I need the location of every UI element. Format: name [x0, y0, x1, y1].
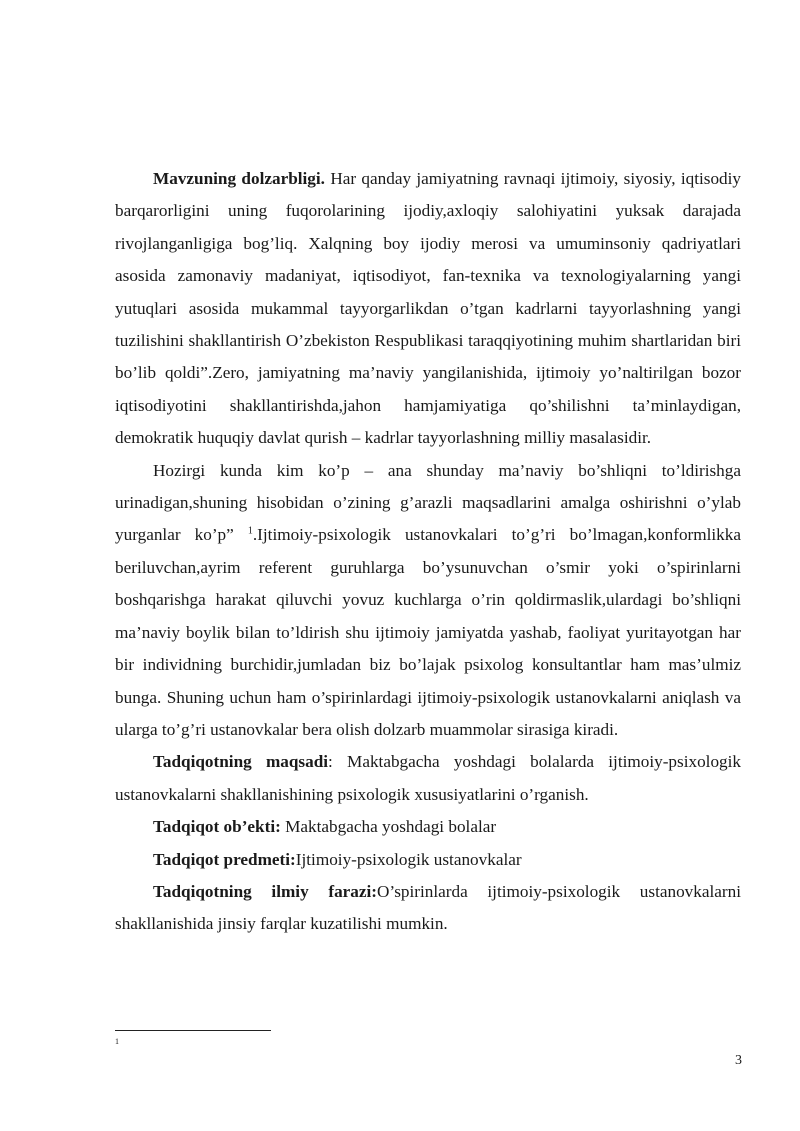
- heading-goal: Tadqiqotning maqsadi: [153, 752, 329, 772]
- paragraph-goal: [115, 746, 741, 811]
- heading-subject: Tadqiqot predmeti:: [153, 849, 296, 869]
- text-context-a: Hozirgi kunda kim ko’p – ana shunday ma’naviy bo’shliqni to’ldirishga urinadigan,shuning hisobidan o’zining g’arazli maqsadlarini amalga oshirishni o’ylab yurganlar ko’p”: [115, 460, 741, 545]
- heading-hypothesis: Tadqiqotning ilmiy farazi:: [153, 881, 378, 901]
- text-subject: Ijtimoiy-psixologik ustanovkalar: [295, 849, 522, 869]
- text-object: Maktabgacha yoshdagi bolalar: [280, 817, 497, 837]
- page-number: 3: [735, 1053, 742, 1068]
- text-goal: : Maktabgacha yoshdagi bolalarda ijtimoiy-psixologik ustanovkalarni shakllanishining psixologik xususiyatlarini o’rganish.: [115, 752, 741, 804]
- paragraph-hypothesis: [115, 876, 741, 941]
- footnote-divider: [115, 1030, 271, 1031]
- body-text: [115, 163, 741, 941]
- text-context-b: .Ijtimoiy-psixologik ustanovkalari to’g’ri bo’lmagan,konformlikka beriluvchan,ayrim referent guruhlarga bo’ysunuvchan o’smir yoki o’spirinlarni boshqarishga harakat qiluvchi yovuz kuchlarga o’rin qoldirmaslik,ulardagi bo’shliqni ma’naviy boylik bilan to’ldirish shu ijtimoiy jamiyatda yashab, faoliyat yuritayotgan har bir individning burchidir,jumladan biz bo’lajak psixolog konsultantlar ham mas’ulmiz bunga. Shuning uchun ham o’spirinlardagi ijtimoiy-psixologik ustanovkalarni aniqlash va ularga to’g’ri ustanovkalar bera olish dolzarb muammolar sirasiga kiradi.: [115, 525, 741, 739]
- paragraph-context: [115, 455, 741, 747]
- heading-object: Tadqiqot ob’ekti:: [153, 817, 281, 837]
- footnote-mark: 1: [115, 1037, 119, 1046]
- paragraph-object: [115, 811, 741, 843]
- paragraph-subject: [115, 844, 741, 876]
- text-hypothesis: O’spirinlarda ijtimoiy-psixologik ustanovkalarni shakllanishida jinsiy farqlar kuzatilishi mumkin.: [115, 881, 741, 934]
- paragraph-relevance: [115, 163, 741, 455]
- heading-relevance: Mavzuning dolzarbligi.: [153, 169, 325, 188]
- text-relevance: Har qanday jamiyatning ravnaqi ijtimoiy, siyosiy, iqtisodiy barqarorligini uning fuqorolarining ijodiy,axloqiy salohiyatini yuksak darajada rivojlanganligiga bog’liq. Xalqning boy ijodiy merosi va umuminsoniy qadriyatlari asosida zamonaviy madaniyat, iqtisodiyot, fan-texnika va texnologiyalarning yangi yutuqlari asosida mukammal tayyorgarlikdan o’tgan kadrlarni tayyorlashning yangi tuzilishini shakllantirish O’zbekiston Respublikasi taraqqiyotining muhim shartlaridan biri bo’lib qoldi”.Zero, jamiyatning ma’naviy yangilanishida, ijtimoiy yo’naltirilgan bozor iqtisodiyotini shakllantirishda,jahon hamjamiyatiga qo’shilishni ta’minlaydigan, demokratik huquqiy davlat qurish – kadrlar tayyorlashning milliy masalasidir.: [115, 169, 742, 448]
- footnote-reference[interactable]: 1: [247, 525, 253, 537]
